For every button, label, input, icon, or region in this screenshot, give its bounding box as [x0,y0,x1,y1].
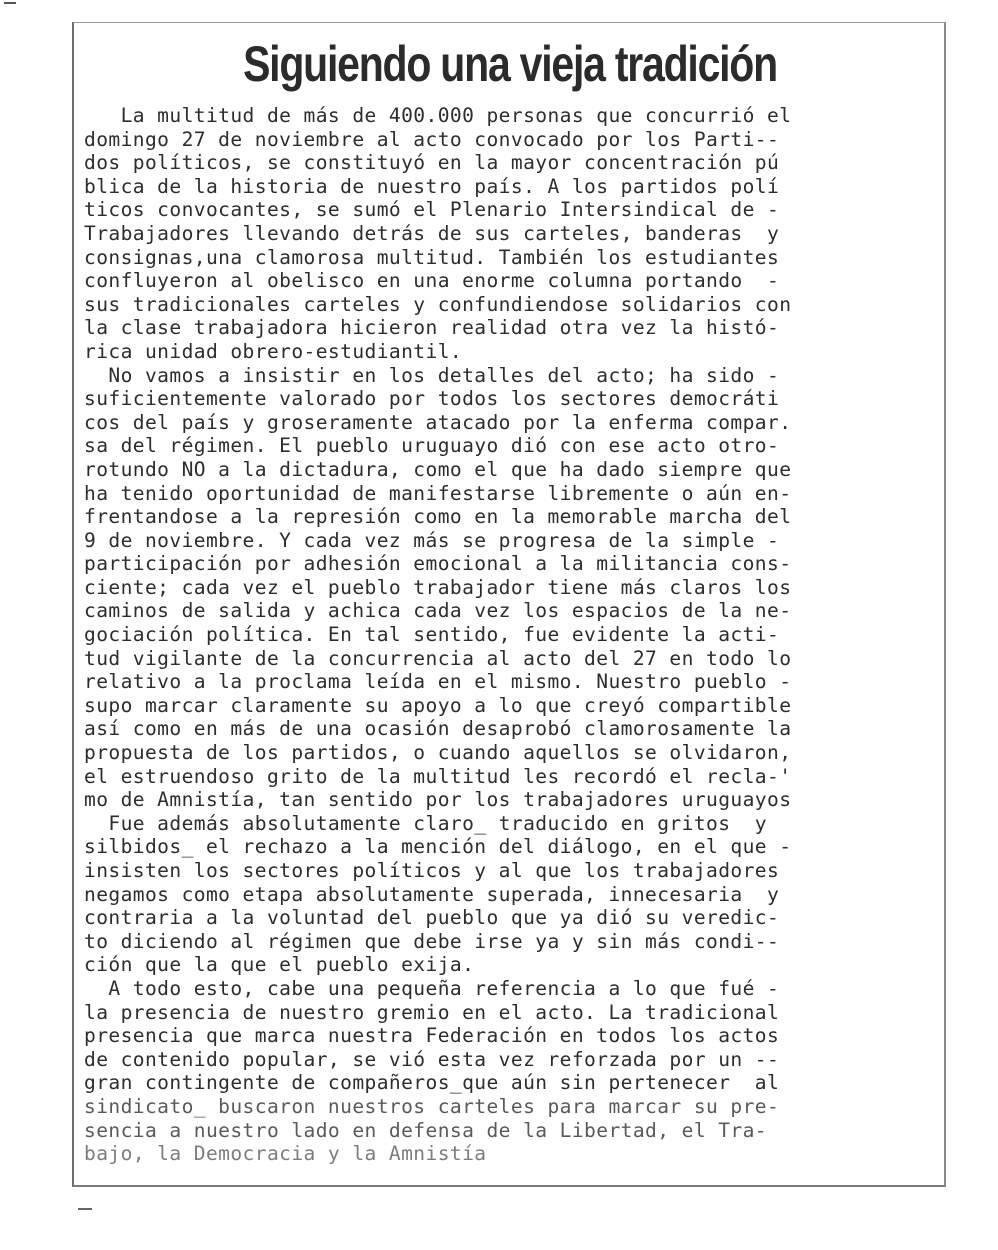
text-line: silbidos_ el rechazo a la mención del diálogo, en el que - [84,835,792,859]
text-line: sindicato_ buscaron nuestros carteles para marcar su pre- [84,1094,780,1118]
text-line: mo de Amnistía, tan sentido por los trabajadores uruguayos [84,788,792,812]
text-line: insisten los sectores políticos y al que los trabajadores [84,859,780,882]
text-line: sencia a nuestro lado en defensa de la Libertad, el Tra- [84,1118,767,1142]
text-line: propuesta de los partidos, o cuando aquellos se olvidaron, [84,741,792,765]
text-line: rica unidad obrero-estudiantil. [84,339,463,363]
text-line: suficientemente valorado por todos los sectores democráti [84,387,780,411]
text-line: participación por adhesión emocional a la militancia cons- [84,552,792,576]
text-line: presencia que marca nuestra Federación en todos los actos [84,1024,780,1048]
text-line: La multitud de más de 400.000 personas que concurrió el [84,104,792,127]
text-line: Trabajadores llevando detrás de sus carteles, banderas y [84,221,780,245]
text-line: blica de la historia de nuestro país. A los partidos polí [84,174,780,198]
corner-mark [4,2,16,4]
text-line: to diciendo al régimen que debe irse ya y sin más condi-- [84,929,780,953]
text-line: frentandose a la represión como en la memorable marcha del [84,505,792,529]
text-line: consignas,una clamorosa multitud. También los estudiantes [84,245,780,269]
text-line: domingo 27 de noviembre al acto convocado por los Parti-- [84,127,780,151]
text-line: ticos convocantes, se sumó el Plenario Intersindical de - [84,198,780,222]
text-line: sa del régimen. El pueblo uruguayo dió con ese acto otro- [84,434,780,458]
text-line: así como en más de una ocasión desaprobó clamorosamente la [84,717,792,741]
text-line: 9 de noviembre. Y cada vez más se progresa de la simple - [84,528,780,552]
text-line: relativo a la proclama leída en el mismo. Nuestro pueblo - [84,670,792,694]
text-line: tud vigilante de la concurrencia al acto del 27 en todo lo [84,646,792,670]
text-line: bajo, la Democracia y la Amnistía [84,1142,487,1166]
text-line: cos del país y groseramente atacado por la enferma compar. [84,410,792,434]
text-line: ciente; cada vez el pueblo trabajador tiene más claros los [84,575,792,599]
text-line: de contenido popular, se vió esta vez reforzada por un -- [84,1047,780,1071]
text-line: el estruendoso grito de la multitud les recordó el recla-' [84,764,792,788]
text-line: rotundo NO a la dictadura, como el que ha dado siempre que [84,457,792,481]
text-line: confluyeron al obelisco en una enorme columna portando - [84,269,780,293]
text-line: negamos como etapa absolutamente superada, innecesaria y [84,882,780,906]
text-line: gran contingente de compañeros_que aún sin pertenecer al [84,1071,780,1095]
text-line: dos políticos, se constituyó en la mayor concentración pú [84,151,780,175]
text-line: gociación política. En tal sentido, fue evidente la acti- [84,623,780,647]
text-line: contraria a la voluntad del pueblo que ya dió su veredic- [84,906,780,930]
text-line: ción que la que el pueblo exija. [84,953,475,977]
text-line: A todo esto, cabe una pequeña referencia a lo que fué - [84,976,780,1000]
text-line: la presencia de nuestro gremio en el acto. La tradicional [84,1000,780,1024]
headline: Siguiendo una vieja tradición [243,36,777,92]
scan-mark [78,1208,92,1210]
article-body [84,104,934,1166]
text-line: supo marcar claramente su apoyo a lo que creyó compartible [84,693,792,717]
text-line: caminos de salida y achica cada vez los espacios de la ne- [84,599,792,623]
text-line: sus tradicionales carteles y confundiendose solidarios con [84,292,792,316]
text-line: No vamos a insistir en los detalles del acto; ha sido - [84,363,780,387]
text-line: Fue además absolutamente claro_ traducido en gritos y [84,811,767,835]
text-line: ha tenido oportunidad de manifestarse libremente o aún en- [84,481,792,505]
text-line: la clase trabajadora hicieron realidad otra vez la histó- [84,316,780,340]
